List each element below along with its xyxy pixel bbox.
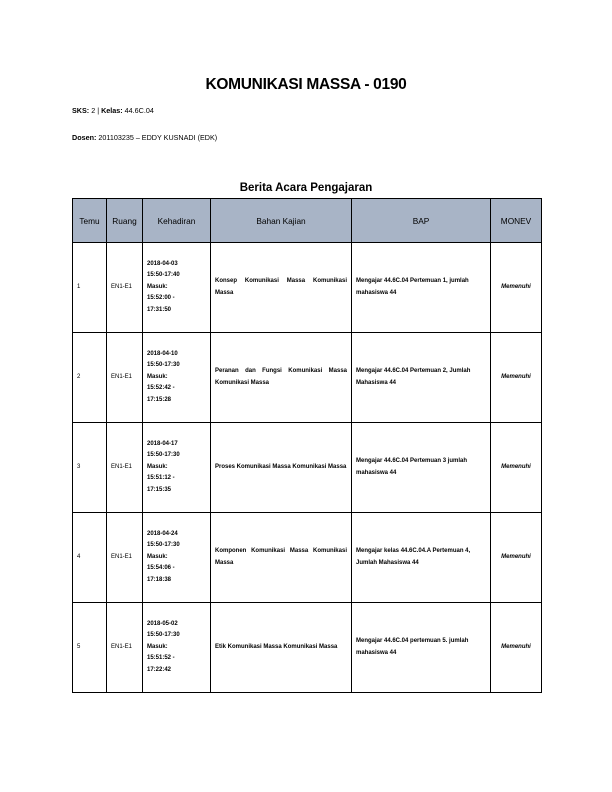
- kehadiran-cell: [143, 333, 211, 423]
- ruang-cell: EN1-E1: [107, 603, 143, 693]
- kehadiran-date: 2018-04-10: [147, 350, 178, 357]
- dosen-line: [72, 133, 217, 142]
- kehadiran-date: 2018-05-02: [147, 620, 178, 627]
- bahan-kajian-cell: Proses Komunikasi Massa Komunikasi Massa: [211, 423, 352, 513]
- monev-cell: Memenuhi: [491, 423, 542, 513]
- column-header-temu: Temu: [73, 199, 107, 243]
- kehadiran-start: 15:52:42 -: [147, 385, 175, 392]
- kelas-value: 44.6C.04: [124, 106, 154, 115]
- sks-value: 2: [91, 106, 96, 115]
- bap-cell: Mengajar 44.6C.04 Pertemuan 3 jumlah mahasiswa 44: [352, 423, 491, 513]
- kehadiran-masuk-label: Masuk:: [147, 373, 168, 380]
- monev-cell: Memenuhi: [491, 333, 542, 423]
- kehadiran-start: 15:54:06 -: [147, 565, 175, 572]
- kehadiran-end: 17:15:28: [147, 396, 172, 403]
- temu-cell: 4: [73, 513, 107, 603]
- kehadiran-schedule: 15:50-17:30: [147, 362, 180, 369]
- bahan-kajian-cell: Peranan dan Fungsi Komunikasi Massa Komunikasi Massa: [211, 333, 352, 423]
- column-header-kehadiran: Kehadiran: [143, 199, 211, 243]
- bap-table: [72, 198, 542, 693]
- table-header-row: [73, 199, 542, 243]
- kehadiran-end: 17:22:42: [147, 666, 172, 673]
- column-header-bap: BAP: [352, 199, 491, 243]
- kehadiran-masuk-label: Masuk:: [147, 643, 168, 650]
- kehadiran-cell: [143, 513, 211, 603]
- ruang-cell: EN1-E1: [107, 243, 143, 333]
- monev-cell: Memenuhi: [491, 603, 542, 693]
- dosen-value: 201103235 – EDDY KUSNADI (EDK): [98, 133, 218, 142]
- sks-label: SKS:: [72, 106, 90, 115]
- table-row: [73, 333, 542, 423]
- monev-cell: Memenuhi: [491, 243, 542, 333]
- kehadiran-schedule: 15:50-17:30: [147, 452, 180, 459]
- table-title: Berita Acara Pengajaran: [239, 182, 373, 194]
- page-title: KOMUNIKASI MASSA - 0190: [205, 76, 407, 93]
- kehadiran-cell: [143, 243, 211, 333]
- monev-cell: Memenuhi: [491, 513, 542, 603]
- ruang-cell: EN1-E1: [107, 333, 143, 423]
- meta-separator: |: [97, 106, 100, 115]
- temu-cell: 2: [73, 333, 107, 423]
- kehadiran-end: 17:18:38: [147, 576, 172, 583]
- kehadiran-start: 15:51:12 -: [147, 475, 175, 482]
- kehadiran-cell: [143, 423, 211, 513]
- table-row: [73, 513, 542, 603]
- kehadiran-masuk-label: Masuk:: [147, 283, 168, 290]
- sks-kelas-line: [72, 106, 154, 115]
- bap-cell: Mengajar 44.6C.04 pertemuan 5. jumlah mahasiswa 44: [352, 603, 491, 693]
- table-row: [73, 423, 542, 513]
- bap-cell: Mengajar kelas 44.6C.04.A Pertemuan 4, Jumlah Mahasiswa 44: [352, 513, 491, 603]
- kehadiran-date: 2018-04-17: [147, 440, 178, 447]
- bap-cell: Mengajar 44.6C.04 Pertemuan 1, jumlah mahasiswa 44: [352, 243, 491, 333]
- table-row: [73, 243, 542, 333]
- column-header-monev: MONEV: [491, 199, 542, 243]
- kehadiran-start: 15:51:52 -: [147, 655, 175, 662]
- kelas-label: Kelas:: [101, 106, 123, 115]
- temu-cell: 5: [73, 603, 107, 693]
- kehadiran-cell: [143, 603, 211, 693]
- bahan-kajian-cell: Komponen Komunikasi Massa Komunikasi Massa: [211, 513, 352, 603]
- temu-cell: 3: [73, 423, 107, 513]
- column-header-bahan-kajian: Bahan Kajian: [211, 199, 352, 243]
- bahan-kajian-cell: Etik Komunikasi Massa Komunikasi Massa: [211, 603, 352, 693]
- kehadiran-schedule: 15:50-17:30: [147, 632, 180, 639]
- kehadiran-schedule: 15:50-17:30: [147, 542, 180, 549]
- kehadiran-masuk-label: Masuk:: [147, 463, 168, 470]
- kehadiran-end: 17:15:35: [147, 486, 172, 493]
- temu-cell: 1: [73, 243, 107, 333]
- ruang-cell: EN1-E1: [107, 423, 143, 513]
- bahan-kajian-cell: Konsep Komunikasi Massa Komunikasi Massa: [211, 243, 352, 333]
- table-row: [73, 603, 542, 693]
- kehadiran-schedule: 15:50-17:40: [147, 272, 180, 279]
- kehadiran-start: 15:52:00 -: [147, 295, 175, 302]
- kehadiran-date: 2018-04-03: [147, 260, 178, 267]
- ruang-cell: EN1-E1: [107, 513, 143, 603]
- bap-cell: Mengajar 44.6C.04 Pertemuan 2, Jumlah Mahasiswa 44: [352, 333, 491, 423]
- dosen-label: Dosen:: [72, 133, 97, 142]
- kehadiran-end: 17:31:50: [147, 306, 172, 313]
- kehadiran-date: 2018-04-24: [147, 530, 178, 537]
- column-header-ruang: Ruang: [107, 199, 143, 243]
- kehadiran-masuk-label: Masuk:: [147, 553, 168, 560]
